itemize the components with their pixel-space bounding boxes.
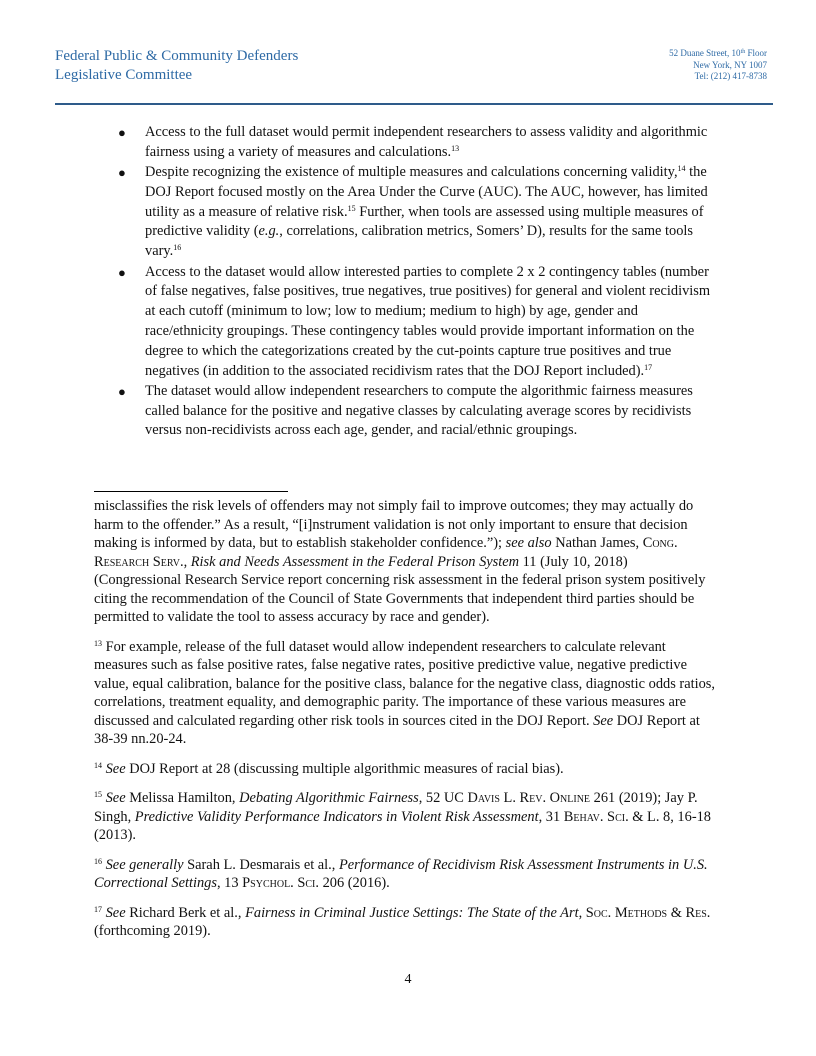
footnote-16: $^{16}$ See generally Sarah L. Desmarais et al., Performance of Recidivism Risk Assessment Instruments in U.S. Correctional Settings, 13 Psychol. Sci. 206 (2016). [94,856,708,891]
bullet-icon: ● [118,383,126,399]
letterhead [55,47,773,105]
address-city: New York, NY 1007 [693,59,767,70]
footnote-ref[interactable]: 17 [644,362,653,372]
footnote-14: $^{14}$ See DOJ Report at 28 (discussing multiple algorithmic measures of racial bias). [94,760,564,777]
org-line-2: Legislative Committee [55,67,193,83]
bullet-list [118,123,718,442]
footnote-15: $^{15}$ See Melissa Hamilton, Debating Algorithmic Fairness, 52 UC Davis L. Rev. Online 261 (2019); Jay P. Singh, Predictive Validity Performance Indicators in Violent Risk Assessment, 31 Behav. Sci. & L. 8, 16-18 (2013). [94,790,711,843]
bullet-icon: ● [118,264,126,280]
bullet-icon: ● [118,165,126,181]
address-street: 52 Duane Street, 10th Floor [669,48,767,58]
page-number: 4 [404,972,412,987]
footnote-ref[interactable]: 14 [677,164,686,174]
footnote-13: $^{13}$ For example, release of the full dataset would allow independent researchers to calculate relevant measures such as false positive rates, false negative rates, positive predictive value, negative predictive value, equal calibration, balance for the positive class, balance for the negative class, diagnostic odds ratios, correlations, treatment equality, and demographic parity. The importance of these various measures are discussed and calculated regarding other risk tools in sources cited in the DOJ Report. See DOJ Report at 38-39 nn.20-24. [94,638,715,747]
bullet-icon: ● [118,125,126,140]
footnote-ref[interactable]: 16 [173,243,182,253]
address-telephone: Tel: (212) 417-8738 [694,71,767,81]
bullet-item: ● The dataset would allow independent researchers to compute the algorithmic fairness measures called balance for the positive and negative classes by calculating average scores by recidivists versus non-recidivists across each age, gender, and racial/ethnic groupings. [118,382,693,439]
footnote-17: $^{17}$ See Richard Berk et al., Fairness in Criminal Justice Settings: The State of the Art, Soc. Methods & Res. (forthcoming 2019). [94,904,711,939]
organization-name [55,47,298,85]
footnote-separator [94,491,288,492]
bullet-item: ● Access to the dataset would allow interested parties to complete 2 x 2 contingency tables (number of false negatives, false positives, true negatives, true positives) for general and violent recidivism at each cutoff (minimum to low; low to medium; medium to high) by age, gender and race/ethnicity groupings. These contingency tables would provide important information on the degree to which the categorizations created by the cut-points capture true positives and true negatives (in addition to the associated recidivism rates that the DOJ Report included).$^{17}$ [118,263,711,379]
footnote-continuation: misclassifies the risk levels of offenders may not simply fail to improve outcomes; they may actually do harm to the offender.” As a result, “[i]nstrument validation is not only important to ensure that decision making is informed by data, but to establish stakeholder confidence.”); see also Nathan James, Cong. Research Serv., Risk and Needs Assessment in the Federal Prison System 11 (July 10, 2018) (Congressional Research Service report concerning risk assessment in the federal prison system positively citing the recommendation of the Council of State Governments that independent third parties should be permitted to validate the tool to assess accuracy by race and gender). [94,498,706,625]
footnotes [94,497,716,952]
org-line-1: Federal Public & Community Defenders [55,48,299,64]
address-block [669,48,767,83]
footnote-ref[interactable]: 15 [347,203,356,213]
footnote-ref[interactable]: 13 [451,143,460,153]
bullet-item: ● Despite recognizing the existence of multiple measures and calculations concerning validity,$^{14}$ the DOJ Report focused mostly on the Area Under the Curve (AUC). The AUC, however, has limited utility as a measure of relative risk.$^{15}$ Further, when tools are assessed using multiple measures of predictive validity (e.g., correlations, calibration metrics, Somers’ D), results for the same tools vary.$^{16}$ [118,164,708,260]
bullet-item: ● Access to the full dataset would permit independent researchers to assess validity and algorithmic fairness using a variety of measures and calculations.$^{13}$ [118,124,708,160]
